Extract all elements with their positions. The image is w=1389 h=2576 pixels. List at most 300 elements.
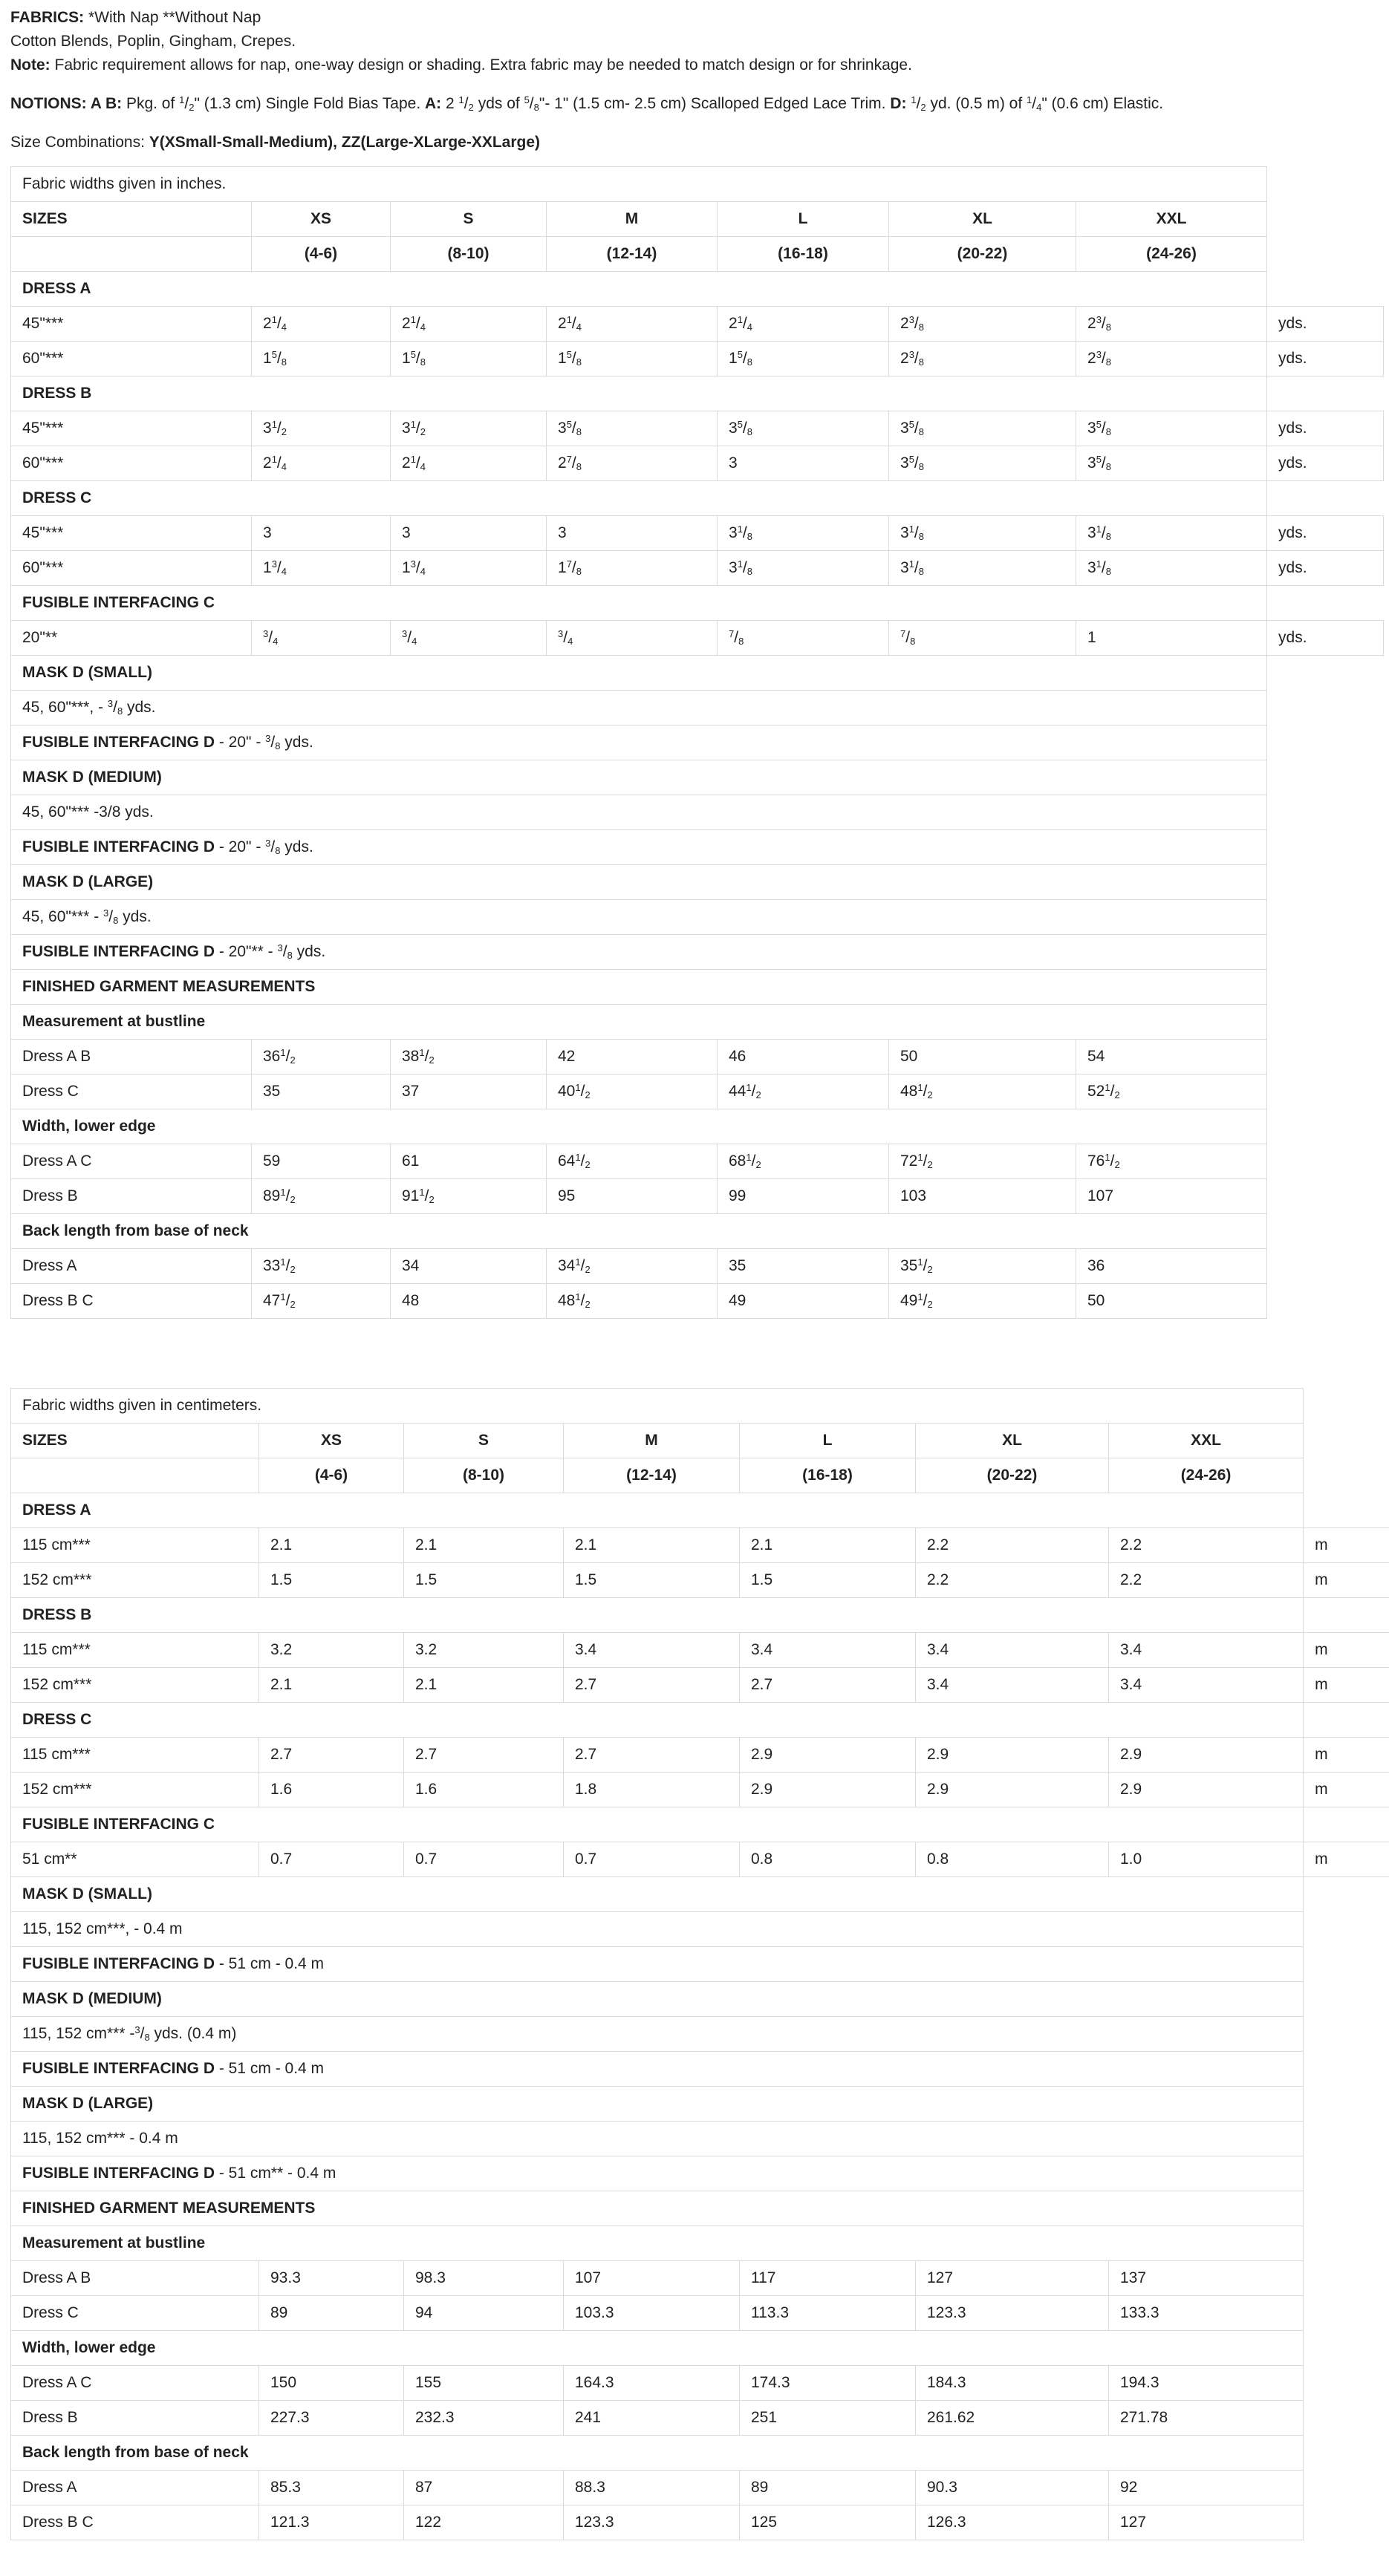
wide-row-cell xyxy=(11,1005,1267,1040)
yardage-value: 3.4 xyxy=(916,1633,1109,1668)
measurement-value: 261.62 xyxy=(916,2401,1109,2436)
empty-cell xyxy=(1304,2191,1389,2226)
table-row xyxy=(11,1668,1389,1703)
table-row xyxy=(11,2156,1389,2191)
wide-row-cell xyxy=(11,1109,1267,1144)
measurement-value: 184.3 xyxy=(916,2366,1109,2401)
row-bold-text: FINISHED GARMENT MEASUREMENTS xyxy=(22,2200,316,2217)
table-caption: Fabric widths given in inches. xyxy=(11,167,1267,202)
measurement-value: 271.78 xyxy=(1109,2401,1304,2436)
size-range: (24-26) xyxy=(1109,1458,1304,1493)
row-text: 115, 152 cm*** $-^3/_8$ yds. (0.4 m) xyxy=(22,2024,237,2043)
table-row xyxy=(11,656,1384,691)
measurement-value: $35^1/_2$ xyxy=(889,1249,1076,1284)
fabric-width-label: 152 cm*** xyxy=(11,1668,259,1703)
row-bold-text: Width, lower edge xyxy=(22,2339,156,2356)
empty-cell xyxy=(1267,272,1384,307)
measurement-value: 99 xyxy=(718,1179,889,1214)
yardage-value: 2.7 xyxy=(564,1668,740,1703)
fabric-width-label: 51 cm** xyxy=(11,1842,259,1877)
unit-label: m xyxy=(1304,1633,1389,1668)
empty-cell xyxy=(1267,725,1384,760)
empty-cell xyxy=(1304,1458,1389,1493)
section-row xyxy=(11,586,1384,621)
measurement-value: $72^1/_2$ xyxy=(889,1144,1076,1179)
row-text: 45, 60"*** - $^3/_8$ yds. xyxy=(22,907,152,926)
section-heading: FUSIBLE INTERFACING C xyxy=(11,1807,1304,1842)
measurement-value: $49^1/_2$ xyxy=(889,1284,1076,1319)
row-text: 45, 60"*** -3/8 yds. xyxy=(22,803,154,821)
table-row xyxy=(11,2017,1389,2052)
yardage-value: 2.1 xyxy=(259,1528,404,1563)
wide-row-cell xyxy=(11,795,1267,830)
measurement-value: 50 xyxy=(1076,1284,1267,1319)
wide-row-cell xyxy=(11,2331,1304,2366)
empty-cell xyxy=(1304,2331,1389,2366)
section-row xyxy=(11,1703,1389,1738)
measurement-value: 90.3 xyxy=(916,2471,1109,2505)
empty-cell xyxy=(1267,202,1384,237)
row-bold-text: MASK D (LARGE) xyxy=(22,873,154,890)
size-range: (20-22) xyxy=(889,237,1076,272)
table-row xyxy=(11,795,1384,830)
yardage-value: 2.9 xyxy=(1109,1738,1304,1773)
row-bold-text: Back length from base of neck xyxy=(22,1222,249,1239)
measurement-value: 113.3 xyxy=(740,2296,916,2331)
row-text: - 20" - $^3/_8$ yds. xyxy=(215,733,313,751)
yardage-value: $3^5/_8$ xyxy=(1076,411,1267,446)
empty-cell xyxy=(1267,865,1384,900)
yardage-value: 3.4 xyxy=(740,1633,916,1668)
row-bold-text: Width, lower edge xyxy=(22,1118,156,1135)
yardage-table-centimeters xyxy=(10,1388,1389,2540)
measurement-label: Dress B C xyxy=(11,1284,252,1319)
table-row xyxy=(11,1877,1389,1912)
yardage-value: 1.0 xyxy=(1109,1842,1304,1877)
measurement-value: 164.3 xyxy=(564,2366,740,2401)
sizes-label: SIZES xyxy=(11,1424,259,1458)
table-row xyxy=(11,2401,1389,2436)
yardage-value: 1.8 xyxy=(564,1773,740,1807)
size-range: (16-18) xyxy=(718,237,889,272)
measurement-label: Dress A xyxy=(11,2471,259,2505)
yardage-value: $2^3/_8$ xyxy=(1076,307,1267,342)
table-caption-row xyxy=(11,1389,1389,1424)
table-row xyxy=(11,760,1384,795)
yardage-value: 2.9 xyxy=(1109,1773,1304,1807)
unit-label: m xyxy=(1304,1842,1389,1877)
yardage-value: 3.4 xyxy=(1109,1668,1304,1703)
unit-label: m xyxy=(1304,1738,1389,1773)
measurement-value: 174.3 xyxy=(740,2366,916,2401)
measurement-value: 35 xyxy=(718,1249,889,1284)
table-row xyxy=(11,2226,1389,2261)
measurement-value: 194.3 xyxy=(1109,2366,1304,2401)
table-row xyxy=(11,1040,1384,1075)
empty-cell xyxy=(1304,1493,1389,1528)
wide-row-cell xyxy=(11,935,1267,970)
size-header: L xyxy=(740,1424,916,1458)
table-row xyxy=(11,1214,1384,1249)
empty-cell xyxy=(1304,2471,1389,2505)
measurement-value: $76^1/_2$ xyxy=(1076,1144,1267,1179)
yardage-value: 0.7 xyxy=(404,1842,564,1877)
yardage-value: $2^1/_4$ xyxy=(252,307,391,342)
empty-cell xyxy=(1267,1144,1384,1179)
measurement-value: 93.3 xyxy=(259,2261,404,2296)
measurement-value: 94 xyxy=(404,2296,564,2331)
table-row xyxy=(11,307,1384,342)
row-text: 45, 60"***, - $^3/_8$ yds. xyxy=(22,698,156,717)
yardage-value: $2^1/_4$ xyxy=(391,307,547,342)
table-row xyxy=(11,2296,1389,2331)
section-row xyxy=(11,1807,1389,1842)
measurement-value: 232.3 xyxy=(404,2401,564,2436)
empty-cell xyxy=(1304,2156,1389,2191)
wide-row-cell xyxy=(11,2156,1304,2191)
fabric-width-label: 115 cm*** xyxy=(11,1528,259,1563)
yardage-value: $3^1/_2$ xyxy=(391,411,547,446)
section-row xyxy=(11,272,1384,307)
yardage-value: 3 xyxy=(252,516,391,551)
section-heading: DRESS B xyxy=(11,1598,1304,1633)
wide-row-cell xyxy=(11,1982,1304,2017)
yardage-value: 2.1 xyxy=(259,1668,404,1703)
yardage-value: $^7/_8$ xyxy=(718,621,889,656)
table-row xyxy=(11,516,1384,551)
section-heading: DRESS C xyxy=(11,481,1267,516)
yardage-value: $3^1/_2$ xyxy=(252,411,391,446)
measurement-value: $44^1/_2$ xyxy=(718,1075,889,1109)
empty-cell xyxy=(1304,1982,1389,2017)
sizes-header-row xyxy=(11,1424,1389,1458)
yardage-value: 2.7 xyxy=(740,1668,916,1703)
table-row xyxy=(11,2191,1389,2226)
table-row xyxy=(11,1982,1389,2017)
yardage-value: $3^1/_8$ xyxy=(1076,516,1267,551)
yardage-value: $2^1/_4$ xyxy=(547,307,718,342)
yardage-value: $2^1/_4$ xyxy=(718,307,889,342)
table-row xyxy=(11,551,1384,586)
measurement-label: Dress B xyxy=(11,2401,259,2436)
yardage-value: $1^5/_8$ xyxy=(252,342,391,376)
table-row xyxy=(11,1284,1384,1319)
row-bold-text: FUSIBLE INTERFACING D xyxy=(22,943,215,960)
measurement-value: 155 xyxy=(404,2366,564,2401)
measurement-value: 88.3 xyxy=(564,2471,740,2505)
yardage-value: 2.9 xyxy=(740,1773,916,1807)
empty-cell xyxy=(1304,1424,1389,1458)
table-row xyxy=(11,2505,1389,2540)
note-label: Note: xyxy=(10,56,51,74)
yardage-value: $1^5/_8$ xyxy=(547,342,718,376)
fabric-width-label: 115 cm*** xyxy=(11,1633,259,1668)
row-bold-text: FINISHED GARMENT MEASUREMENTS xyxy=(22,978,316,995)
table-row xyxy=(11,1563,1389,1598)
row-bold-text: MASK D (MEDIUM) xyxy=(22,769,162,786)
empty-cell xyxy=(1267,1075,1384,1109)
empty-cell xyxy=(1304,1389,1389,1424)
empty-cell xyxy=(1304,2052,1389,2087)
measurement-value: 122 xyxy=(404,2505,564,2540)
yardage-value: $2^3/_8$ xyxy=(889,307,1076,342)
yardage-value: 1 xyxy=(1076,621,1267,656)
measurement-label: Dress B C xyxy=(11,2505,259,2540)
empty-cell xyxy=(1304,1807,1389,1842)
yardage-value: 1.5 xyxy=(404,1563,564,1598)
yardage-value: 2.1 xyxy=(740,1528,916,1563)
unit-label: m xyxy=(1304,1528,1389,1563)
row-bold-text: Measurement at bustline xyxy=(22,1013,206,1030)
measurement-value: 123.3 xyxy=(564,2505,740,2540)
yardage-value: 1.6 xyxy=(259,1773,404,1807)
yardage-value: 3.4 xyxy=(916,1668,1109,1703)
yardage-value: $^3/_4$ xyxy=(547,621,718,656)
row-bold-text: FUSIBLE INTERFACING D xyxy=(22,2165,215,2182)
measurement-value: 121.3 xyxy=(259,2505,404,2540)
row-text: - 20" - $^3/_8$ yds. xyxy=(215,838,313,856)
measurement-value: $36^1/_2$ xyxy=(252,1040,391,1075)
empty-cell xyxy=(1304,2226,1389,2261)
measurement-value: 123.3 xyxy=(916,2296,1109,2331)
measurement-value: $40^1/_2$ xyxy=(547,1075,718,1109)
row-text: 115, 152 cm***, - 0.4 m xyxy=(22,1920,183,1937)
empty-cell xyxy=(1304,1947,1389,1982)
empty-cell xyxy=(11,237,252,272)
empty-cell xyxy=(1267,691,1384,725)
empty-cell xyxy=(1267,760,1384,795)
yardage-value: 3 xyxy=(391,516,547,551)
table-row xyxy=(11,1109,1384,1144)
table-row xyxy=(11,865,1384,900)
table-row xyxy=(11,446,1384,481)
measurement-label: Dress A C xyxy=(11,2366,259,2401)
size-range-row xyxy=(11,237,1384,272)
measurement-value: 35 xyxy=(252,1075,391,1109)
table-row xyxy=(11,2261,1389,2296)
empty-cell xyxy=(1267,970,1384,1005)
measurement-label: Dress A C xyxy=(11,1144,252,1179)
size-header: XL xyxy=(916,1424,1109,1458)
section-heading: DRESS A xyxy=(11,1493,1304,1528)
fabrics-label: FABRICS: xyxy=(10,9,85,26)
yardage-value: $3^5/_8$ xyxy=(889,446,1076,481)
table-row xyxy=(11,1633,1389,1668)
fabric-width-label: 60"*** xyxy=(11,446,252,481)
fabric-width-label: 45"*** xyxy=(11,411,252,446)
yardage-value: 2.9 xyxy=(740,1738,916,1773)
yardage-value: 0.7 xyxy=(564,1842,740,1877)
notions-text: Pkg. of $^1/_2$" (1.3 cm) Single Fold Bias Tape. A: 2 $^1/_2$ yds of $^5/_8"-$ 1" (1.5 cm- 2.5 cm) Scalloped Edged Lace Trim. D: $^1/_2$ yd. (0.5 m) of $^1/_4$" (0.6 cm) Elastic. xyxy=(122,94,1164,113)
yardage-value: 0.7 xyxy=(259,1842,404,1877)
yardage-table-inches xyxy=(10,166,1384,1319)
measurement-value: 49 xyxy=(718,1284,889,1319)
empty-cell xyxy=(11,1458,259,1493)
yardage-value: 3.2 xyxy=(259,1633,404,1668)
measurement-value: $48^1/_2$ xyxy=(889,1075,1076,1109)
fabric-width-label: 45"*** xyxy=(11,516,252,551)
size-range: (12-14) xyxy=(564,1458,740,1493)
measurement-value: 103.3 xyxy=(564,2296,740,2331)
note-text: Fabric requirement allows for nap, one-way design or shading. Extra fabric may be needed to match design or for shrinkage. xyxy=(50,56,912,74)
table-row xyxy=(11,2052,1389,2087)
measurement-value: 89 xyxy=(740,2471,916,2505)
pattern-intro xyxy=(10,6,1377,154)
measurement-value: 87 xyxy=(404,2471,564,2505)
empty-cell xyxy=(1304,1912,1389,1947)
wide-row-cell xyxy=(11,1214,1267,1249)
sizes-label: SIZES xyxy=(11,202,252,237)
row-text: 115, 152 cm*** - 0.4 m xyxy=(22,2130,178,2147)
yardage-value: $^3/_4$ xyxy=(391,621,547,656)
wide-row-cell xyxy=(11,970,1267,1005)
size-header: L xyxy=(718,202,889,237)
unit-label: m xyxy=(1304,1773,1389,1807)
yardage-value: 3.2 xyxy=(404,1633,564,1668)
wide-row-cell xyxy=(11,865,1267,900)
section-heading: DRESS C xyxy=(11,1703,1304,1738)
unit-label: yds. xyxy=(1267,446,1384,481)
unit-label: m xyxy=(1304,1563,1389,1598)
table-row xyxy=(11,2471,1389,2505)
empty-cell xyxy=(1304,2436,1389,2471)
table-caption: Fabric widths given in centimeters. xyxy=(11,1389,1304,1424)
fabric-width-label: 20"** xyxy=(11,621,252,656)
table-row xyxy=(11,1179,1384,1214)
measurement-value: 36 xyxy=(1076,1249,1267,1284)
empty-cell xyxy=(1304,1598,1389,1633)
measurement-label: Dress A B xyxy=(11,2261,259,2296)
wide-row-cell xyxy=(11,2087,1304,2122)
yardage-value: $3^1/_8$ xyxy=(1076,551,1267,586)
row-bold-text: FUSIBLE INTERFACING D xyxy=(22,1955,215,1972)
empty-cell xyxy=(1267,586,1384,621)
measurement-value: $89^1/_2$ xyxy=(252,1179,391,1214)
size-range-row xyxy=(11,1458,1389,1493)
yardage-value: 2.2 xyxy=(1109,1563,1304,1598)
empty-cell xyxy=(1267,830,1384,865)
empty-cell xyxy=(1267,900,1384,935)
measurement-value: 241 xyxy=(564,2401,740,2436)
table-row xyxy=(11,2087,1389,2122)
row-bold-text: Measurement at bustline xyxy=(22,2234,206,2251)
table-row xyxy=(11,830,1384,865)
yardage-value: $3^5/_8$ xyxy=(889,411,1076,446)
measurement-value: $34^1/_2$ xyxy=(547,1249,718,1284)
size-combinations-label: Size Combinations: xyxy=(10,134,149,151)
size-header: XS xyxy=(252,202,391,237)
yardage-value: 2.7 xyxy=(564,1738,740,1773)
table-row xyxy=(11,935,1384,970)
yardage-value: 3.4 xyxy=(564,1633,740,1668)
yardage-value: 2.1 xyxy=(404,1528,564,1563)
table-row xyxy=(11,1005,1384,1040)
yardage-value: 0.8 xyxy=(916,1842,1109,1877)
fabric-width-label: 60"*** xyxy=(11,551,252,586)
wide-row-cell xyxy=(11,2436,1304,2471)
yardage-value: 1.5 xyxy=(259,1563,404,1598)
section-row xyxy=(11,481,1384,516)
fabrics-line xyxy=(10,6,1377,30)
wide-row-cell xyxy=(11,2122,1304,2156)
yardage-value: 2.2 xyxy=(916,1528,1109,1563)
measurement-value: 46 xyxy=(718,1040,889,1075)
wide-row-cell xyxy=(11,1877,1304,1912)
measurement-value: $48^1/_2$ xyxy=(547,1284,718,1319)
table-row xyxy=(11,1738,1389,1773)
yardage-value: $1^3/_4$ xyxy=(252,551,391,586)
size-header: M xyxy=(547,202,718,237)
wide-row-cell xyxy=(11,1947,1304,1982)
empty-cell xyxy=(1267,1005,1384,1040)
measurement-value: 117 xyxy=(740,2261,916,2296)
yardage-value: 2.7 xyxy=(259,1738,404,1773)
empty-cell xyxy=(1304,2401,1389,2436)
wide-row-cell xyxy=(11,830,1267,865)
wide-row-cell xyxy=(11,2226,1304,2261)
table-row xyxy=(11,2436,1389,2471)
empty-cell xyxy=(1304,2261,1389,2296)
yardage-value: $3^1/_8$ xyxy=(718,551,889,586)
measurement-value: 107 xyxy=(1076,1179,1267,1214)
table-row xyxy=(11,691,1384,725)
table-row xyxy=(11,2331,1389,2366)
yardage-value: $2^3/_8$ xyxy=(889,342,1076,376)
fabrics-text: *With Nap **Without Nap xyxy=(84,9,261,26)
row-text: - 51 cm** - 0.4 m xyxy=(215,2165,336,2182)
size-range: (24-26) xyxy=(1076,237,1267,272)
yardage-value: $1^7/_8$ xyxy=(547,551,718,586)
yardage-value: 3 xyxy=(547,516,718,551)
row-bold-text: Back length from base of neck xyxy=(22,2444,249,2461)
yardage-value: $1^5/_8$ xyxy=(718,342,889,376)
section-heading: FUSIBLE INTERFACING C xyxy=(11,586,1267,621)
wide-row-cell xyxy=(11,2191,1304,2226)
yardage-value: $3^1/_8$ xyxy=(889,551,1076,586)
size-range: (4-6) xyxy=(259,1458,404,1493)
measurement-value: $47^1/_2$ xyxy=(252,1284,391,1319)
size-range: (20-22) xyxy=(916,1458,1109,1493)
table-caption-row xyxy=(11,167,1384,202)
size-header: XS xyxy=(259,1424,404,1458)
wide-row-cell xyxy=(11,1912,1304,1947)
measurement-value: 137 xyxy=(1109,2261,1304,2296)
size-range: (8-10) xyxy=(391,237,547,272)
yardage-value: $2^1/_4$ xyxy=(391,446,547,481)
measurement-value: 85.3 xyxy=(259,2471,404,2505)
measurement-value: 98.3 xyxy=(404,2261,564,2296)
fabric-width-label: 152 cm*** xyxy=(11,1773,259,1807)
measurement-value: 107 xyxy=(564,2261,740,2296)
measurement-value: 103 xyxy=(889,1179,1076,1214)
measurement-value: 59 xyxy=(252,1144,391,1179)
fabric-width-label: 152 cm*** xyxy=(11,1563,259,1598)
unit-label: yds. xyxy=(1267,516,1384,551)
measurement-value: 95 xyxy=(547,1179,718,1214)
yardage-value: 0.8 xyxy=(740,1842,916,1877)
size-header: M xyxy=(564,1424,740,1458)
empty-cell xyxy=(1267,1284,1384,1319)
measurement-value: $68^1/_2$ xyxy=(718,1144,889,1179)
empty-cell xyxy=(1267,935,1384,970)
fabric-types-line: Cotton Blends, Poplin, Gingham, Crepes. xyxy=(10,33,296,50)
measurement-value: 89 xyxy=(259,2296,404,2331)
wide-row-cell xyxy=(11,725,1267,760)
table-row xyxy=(11,621,1384,656)
measurement-value: 125 xyxy=(740,2505,916,2540)
notions-line xyxy=(10,92,1377,116)
empty-cell xyxy=(1267,1249,1384,1284)
